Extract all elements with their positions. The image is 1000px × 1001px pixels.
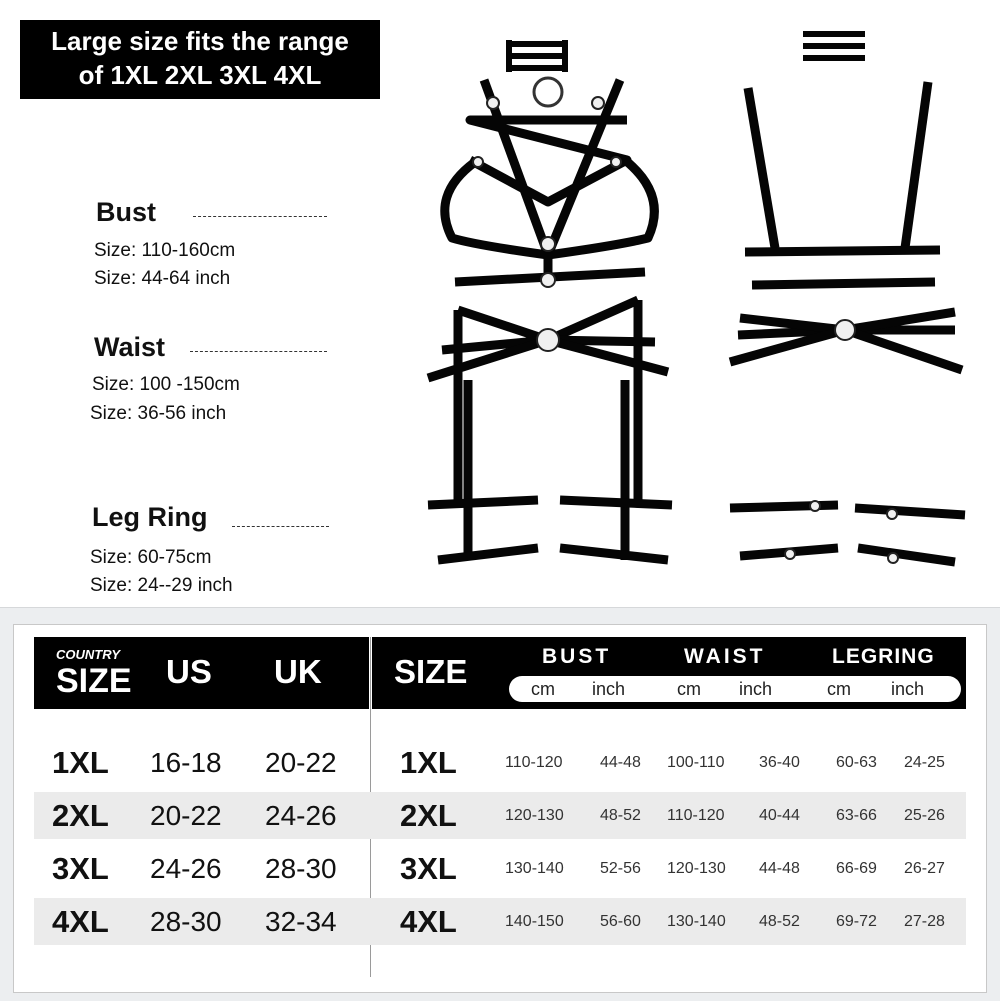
size-cell-right: 2XL — [400, 798, 457, 833]
us-cell: 28-30 — [150, 906, 222, 937]
uk-column-header: UK — [274, 653, 322, 690]
waist-cm-cell: 120-130 — [667, 860, 726, 877]
uk-cell: 24-26 — [265, 800, 337, 831]
size-cell: 2XL — [52, 798, 109, 833]
legring-inch-cell: 27-28 — [904, 913, 945, 930]
bust-cm-cell: 140-150 — [505, 913, 564, 930]
units-bar — [509, 676, 961, 702]
size-row — [34, 898, 966, 945]
legring-group-header: LEGRING — [832, 645, 935, 668]
size-label-right: SIZE — [394, 653, 468, 690]
bust-cm-cell: 110-120 — [505, 754, 563, 771]
bust-measurement — [94, 196, 236, 289]
bust-inch-cell: 52-56 — [600, 860, 641, 877]
unit-legring-cm: cm — [827, 679, 851, 699]
waist-measurement — [90, 331, 240, 424]
us-cell: 20-22 — [150, 800, 222, 831]
us-cell: 24-26 — [150, 853, 222, 884]
unit-waist-cm: cm — [677, 679, 701, 699]
waist-cm-cell: 130-140 — [667, 913, 726, 930]
size-cell: 4XL — [52, 904, 109, 939]
leg-ring-size-cm: Size: 60-75cm — [90, 547, 212, 568]
size-range-banner — [20, 20, 380, 99]
banner-line-1: Large size fits the range — [51, 26, 349, 56]
leg-ring-size-inch: Size: 24--29 inch — [90, 575, 233, 596]
legring-cm-cell: 60-63 — [836, 754, 877, 771]
size-row — [34, 739, 966, 786]
waist-title: Waist — [94, 332, 166, 362]
waist-inch-cell: 48-52 — [759, 913, 800, 930]
unit-legring-inch: inch — [891, 679, 925, 699]
waist-size-cm: Size: 100 -150cm — [92, 374, 240, 395]
uk-cell: 20-22 — [265, 747, 337, 778]
size-row — [34, 845, 966, 892]
banner-line-2: of 1XL 2XL 3XL 4XL — [78, 60, 322, 90]
bust-dash-line — [193, 216, 327, 217]
measurement-header — [372, 637, 966, 709]
country-size-header — [34, 637, 369, 709]
bust-inch-cell: 56-60 — [600, 913, 641, 930]
size-chart-section — [0, 607, 1000, 1001]
us-column-header: US — [166, 653, 212, 690]
bust-inch-cell: 44-48 — [600, 754, 641, 771]
waist-cm-cell: 100-110 — [667, 754, 725, 771]
unit-waist-inch: inch — [739, 679, 773, 699]
bust-size-inch: Size: 44-64 inch — [94, 268, 231, 289]
waist-size-inch: Size: 36-56 inch — [90, 403, 227, 424]
harness-front-view — [428, 40, 672, 560]
legring-inch-cell: 25-26 — [904, 807, 945, 824]
waist-inch-cell: 36-40 — [759, 754, 800, 771]
leg-ring-dash-line — [232, 526, 329, 527]
harness-back-view — [730, 34, 965, 563]
legring-cm-cell: 66-69 — [836, 860, 877, 877]
size-row — [34, 792, 966, 839]
bust-group-header: BUST — [542, 645, 612, 668]
size-label-left: SIZE — [56, 662, 132, 700]
bust-cm-cell: 130-140 — [505, 860, 564, 877]
legring-cm-cell: 63-66 — [836, 807, 877, 824]
uk-cell: 28-30 — [265, 853, 337, 884]
size-cell-right: 3XL — [400, 851, 457, 886]
leg-ring-title: Leg Ring — [92, 502, 208, 532]
bust-inch-cell: 48-52 — [600, 807, 641, 824]
size-cell-right: 4XL — [400, 904, 457, 939]
waist-cm-cell: 110-120 — [667, 807, 725, 824]
harness-product-photos — [410, 20, 990, 600]
legring-cm-cell: 69-72 — [836, 913, 877, 930]
unit-bust-cm: cm — [531, 679, 555, 699]
size-cell: 1XL — [52, 745, 109, 780]
bust-title: Bust — [96, 197, 156, 227]
legring-inch-cell: 26-27 — [904, 860, 945, 877]
bust-size-cm: Size: 110-160cm — [94, 240, 236, 261]
waist-dash-line — [190, 351, 327, 352]
size-cell: 3XL — [52, 851, 109, 886]
waist-inch-cell: 40-44 — [759, 807, 800, 824]
bust-cm-cell: 120-130 — [505, 807, 564, 824]
size-chart-card — [13, 624, 987, 993]
unit-bust-inch: inch — [592, 679, 626, 699]
legring-inch-cell: 24-25 — [904, 754, 945, 771]
waist-inch-cell: 44-48 — [759, 860, 800, 877]
country-label: COUNTRY — [56, 647, 121, 662]
uk-cell: 32-34 — [265, 906, 337, 937]
waist-group-header: WAIST — [684, 645, 766, 668]
us-cell: 16-18 — [150, 747, 222, 778]
size-cell-right: 1XL — [400, 745, 457, 780]
leg-ring-measurement — [90, 501, 233, 596]
